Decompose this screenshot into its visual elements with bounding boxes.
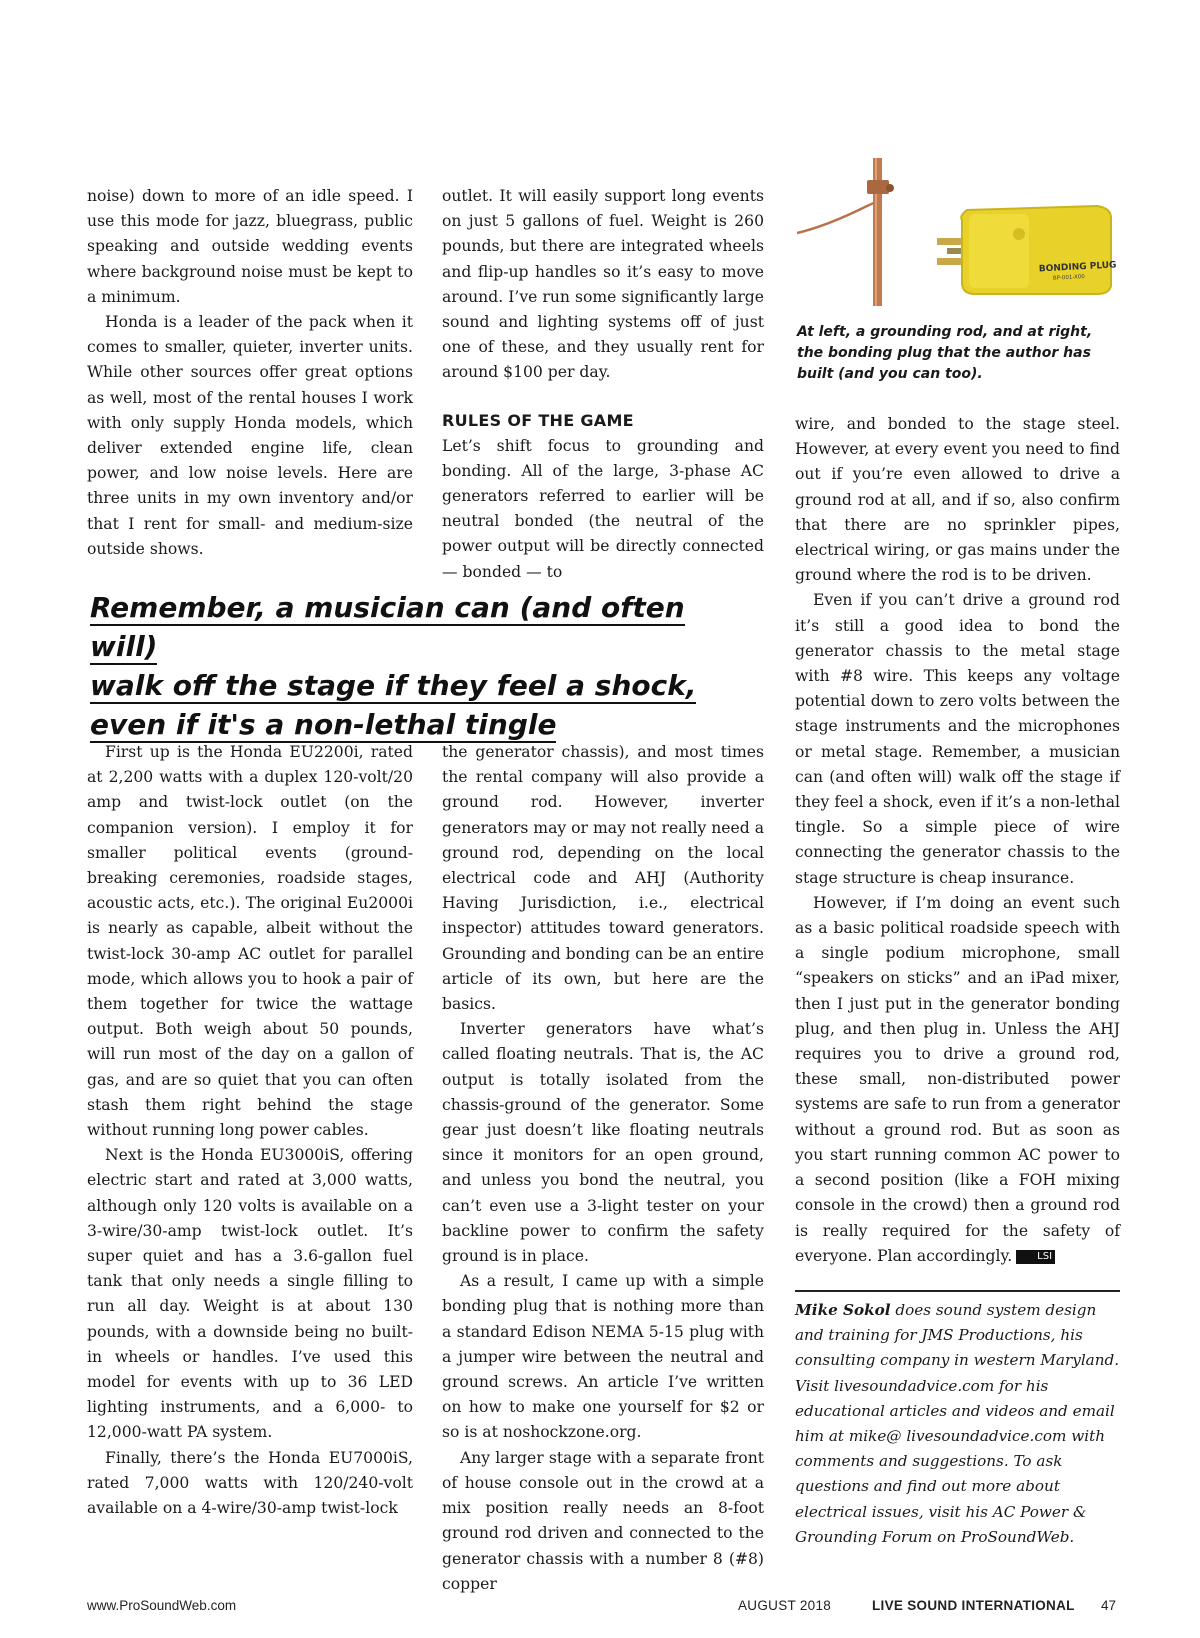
paragraph: Next is the Honda EU3000iS, offering electric start and rated at 3,000 watts, although only 120 volts is available on a 3-wire/30-amp twist-lock outlet. It’s super quiet and has a 3.6-gallon fuel tank that only needs a single filling to run all day. Weight is at about 130 pounds, with a downside being no built-in wheels or handles. I’ve used this model for events with up to 36 LED lighting instruments, and a 6,000- to 12,000-watt PA system. [87, 1146, 413, 1442]
column-2-bottom [442, 740, 764, 1597]
paragraph: Any larger stage with a separate front of house console out in the crowd at a mix position really needs an 8-foot ground rod driven and connected to the generator chassis with a number 8 (#8) copper [442, 1448, 764, 1593]
pull-quote-line: even if it's a non-lethal tingle [90, 708, 557, 741]
rod-clamp [867, 180, 889, 194]
bio-divider [795, 1290, 1120, 1292]
pull-quote-line: Remember, a musician can (and often will) [90, 591, 685, 663]
column-3 [795, 412, 1120, 1269]
pull-quote-line: walk off the stage if they feel a shock, [90, 669, 697, 702]
paragraph: Inverter generators have what’s called floating neutrals. That is, the AC output is totally isolated from the chassis-ground of the generator. Some gear just doesn’t like floating neutrals since it monitors for an open ground, and unless you bond the neutral, you can’t even use a 3-light tester on your backline power to confirm the safety ground is in place. [442, 1020, 764, 1266]
pull-quote [90, 588, 710, 744]
paragraph [795, 891, 1120, 1269]
column-1-top [87, 184, 413, 562]
paragraph: Even if you can’t drive a ground rod it’s still a good idea to bond the generator chassis to the metal stage with #8 wire. This keeps any voltage potential down to zero volts between the stage instruments and the microphones or metal stage. Remember, a musician can (and often will) walk off the stage if they feel a shock, even if it’s a non-lethal tingle. So a simple piece of wire connecting the generator chassis to the stage structure is cheap insurance. [795, 591, 1120, 887]
paragraph: wire, and bonded to the stage steel. However, at every event you need to find out if you’re even allowed to drive a ground rod at all, and if so, also confirm that there are no sprinkler pipes, electrical wiring, or gas mains under the ground where the rod is to be driven. [795, 415, 1120, 585]
footer-magazine: LIVE SOUND INTERNATIONAL [872, 1598, 1075, 1613]
paragraph: Finally, there’s the Honda EU7000iS, rated 7,000 watts with 120/240-volt available on a 4-wire/30-amp twist-lock [87, 1448, 413, 1518]
footer-url[interactable]: www.ProSoundWeb.com [87, 1598, 237, 1613]
paragraph: As a result, I came up with a simple bonding plug that is nothing more than a standard Edison NEMA 5-15 plug with a jumper wire between the neutral and ground screws. An article I’ve written on how to make one yourself for $2 or so is at noshockzone.org. [442, 1272, 764, 1442]
paragraph: First up is the Honda EU2200i, rated at 2,200 watts with a duplex 120-volt/20 amp and twist-lock outlet (on the companion version). I employ it for smaller political events (ground-breaking ceremonies, roadside stages, acoustic acts, etc.). The original Eu2000i is nearly as capable, albeit without the twist-lock 30-amp AC outlet for parallel mode, which allows you to hook a pair of them together for twice the wattage output. Both weigh about 50 pounds, will run most of the day on a gallon of gas, and are so quiet that you can often stash them right behind the stage without running long power cables. [87, 743, 413, 1140]
copper-wire [797, 198, 879, 233]
paragraph: Let’s shift focus to grounding and bonding. All of the large, 3-phase AC generators referred to earlier will be neutral bonded (the neutral of the power output will be directly connected — bonded — to [442, 436, 764, 581]
author-name: Mike Sokol [795, 1301, 891, 1319]
paragraph: Honda is a leader of the pack when it comes to smaller, quieter, inverter units. While other sources offer great options as well, most of the rental houses I work with only supply Honda models, which deliver extended engine life, clean power, and low noise levels. Here are three units in my own inventory and/or that I rent for small- and medium-size outside shows. [87, 313, 413, 558]
plug-sublabel: BP-001-X00 [1052, 274, 1086, 282]
photo-caption: At left, a grounding rod, and at right, the bonding plug that the author has built (and you can too). [797, 324, 1093, 382]
bio-text: does sound system design and training for JMS Productions, his consulting company in western Maryland. Visit livesoundadvice.com for his educational articles and videos and email him at mike@ livesoundadvice.com with comments and suggestions. To ask questions and find out more about electrical issues, visit his AC Power & Grounding Forum on ProSoundWeb. [795, 1301, 1120, 1546]
paragraph: the generator chassis), and most times the rental company will also provide a ground rod. However, inverter generators may or may not really need a ground rod, depending on the local electrical code and AHJ (Authority Having Jurisdiction, i.e., electrical inspector) attitudes toward generators. Grounding and bonding can be an entire article of its own, but here are the basics. [442, 743, 764, 1014]
page-number: 47 [1101, 1598, 1117, 1613]
end-mark: LSI [1016, 1250, 1055, 1264]
section-heading: RULES OF THE GAME [442, 410, 634, 430]
paragraph-text: However, if I’m doing an event such as a basic political roadside speech with a single podium microphone, small “speakers on sticks” and an iPad mixer, then I just put in the generator bonding plug, and then plug in. Unless the AHJ requires you to drive a ground rod, these small, non-distributed power systems are safe to run from a generator without a ground rod. But as soon as you start running common AC power to a second position (like a FOH mixing console in the crowd) then a ground rod is really required for the safety of everyone. Plan accordingly. [795, 893, 1120, 1265]
column-1-bottom [87, 740, 413, 1521]
column-2-top [442, 184, 764, 585]
paragraph: outlet. It will easily support long events on just 5 gallons of fuel. Weight is 260 pounds, but there are integrated wheels and flip-up handles so it’s easy to move around. I’ve run some significantly large sound and lighting systems off of just one of these, and they usually rent for around $100 per day. [442, 187, 764, 382]
grounding-rod-and-bonding-plug-photo [797, 158, 1117, 316]
author-bio [795, 1298, 1120, 1550]
paragraph: noise) down to more of an idle speed. I use this mode for jazz, bluegrass, public speaking and outside wedding events where background noise must be kept to a minimum. [87, 187, 413, 306]
footer-date: AUGUST 2018 [738, 1598, 832, 1613]
plug-label: BONDING PLUG [1038, 260, 1117, 275]
